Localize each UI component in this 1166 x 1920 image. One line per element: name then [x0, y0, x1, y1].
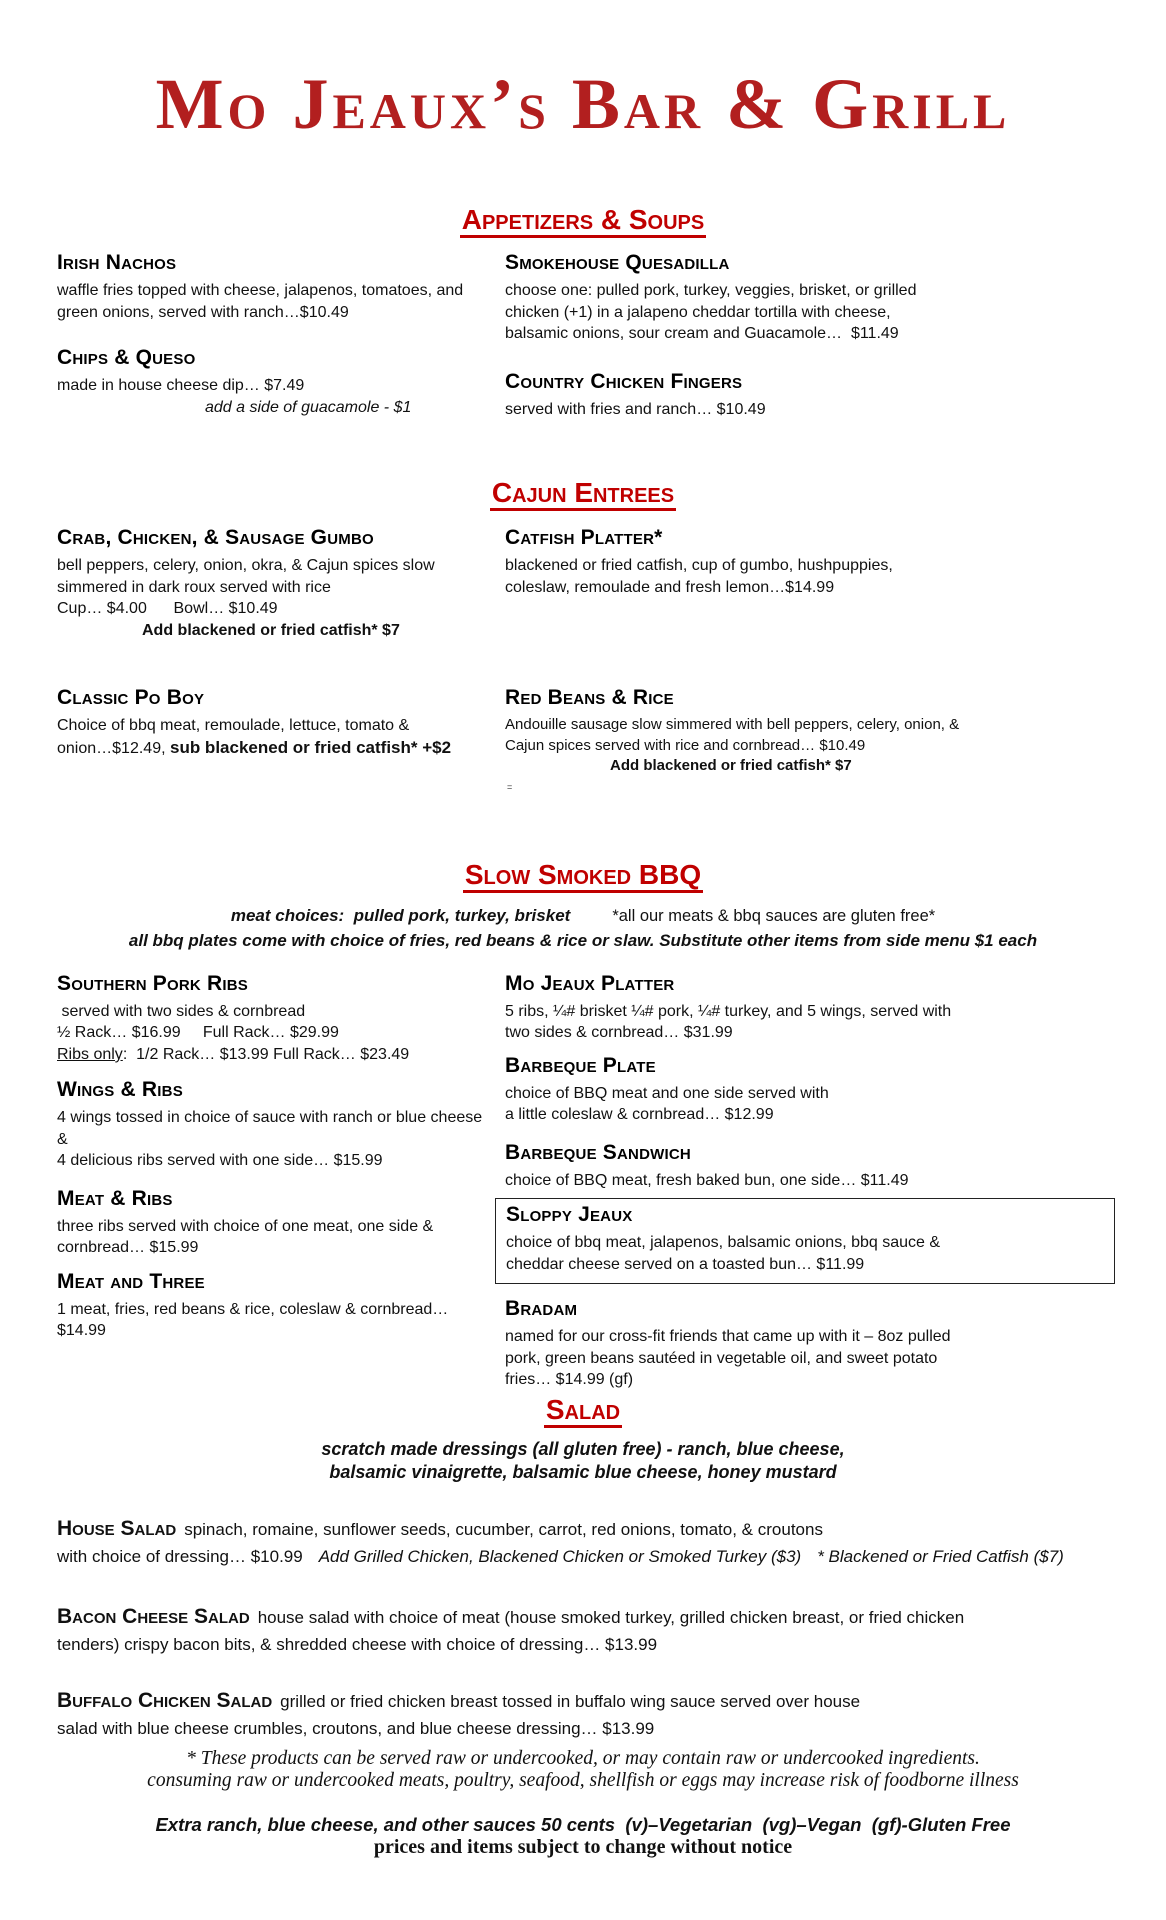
menu-item-house-salad — [57, 1518, 1116, 1568]
item-desc-line: choice of BBQ meat and one side served with — [505, 1084, 829, 1102]
section-appetizers — [0, 205, 1166, 420]
item-name: Country Chicken Fingers — [505, 369, 743, 393]
bbq-meat-choices: meat choices: pulled pork, turkey, brisket — [230, 906, 571, 926]
item-desc-line: two sides & cornbread… $31.99 — [505, 1024, 733, 1042]
item-desc-line: choice of BBQ meat, fresh baked bun, one side… $11.49 — [505, 1171, 909, 1189]
ribs-only-label: Ribs only — [57, 1045, 123, 1063]
section-heading-bbq-text: Slow Smoked BBQ — [463, 860, 703, 893]
item-name: Buffalo Chicken Salad — [57, 1689, 273, 1713]
menu-item-chips-queso — [57, 345, 487, 418]
menu-item-barbeque-sandwich — [505, 1140, 1105, 1192]
item-name: Bacon Cheese Salad — [57, 1605, 250, 1629]
raw-undercooked-disclaimer-line2: consuming raw or undercooked meats, poultry, seafood, shellfish or eggs may increase risk of foodborne illness — [147, 1770, 1019, 1792]
item-desc-line: simmered in dark roux served with rice — [57, 578, 331, 596]
item-desc-line: green onions, served with ranch…$10.49 — [57, 303, 349, 321]
item-desc-line: chicken (+1) in a jalapeno cheddar tortilla with cheese, — [505, 303, 891, 321]
item-addon-line: Add blackened or fried catfish* $7 — [142, 621, 400, 639]
menu-item-buffalo-chicken-salad — [57, 1690, 1116, 1740]
item-name: Barbeque Plate — [505, 1053, 656, 1077]
item-name: Irish Nachos — [57, 251, 177, 275]
item-desc-line: bell peppers, celery, onion, okra, & Cajun spices slow — [57, 557, 435, 575]
item-desc-line: 4 wings tossed in choice of sauce with ranch or blue cheese & — [57, 1109, 487, 1148]
item-name: Crab, Chicken, & Sausage Gumbo — [57, 526, 374, 550]
section-heading-appetizers-text: Appetizers & Soups — [460, 205, 707, 238]
item-name: Catfish Platter* — [505, 526, 663, 550]
item-desc-line: made in house cheese dip… $7.49 — [57, 377, 305, 395]
menu-item-country-chicken-fingers — [505, 369, 1105, 421]
desc-segment: onion…$12.49, — [57, 739, 170, 757]
section-heading-salad — [0, 1395, 1166, 1428]
menu-item-irish-nachos — [57, 250, 487, 323]
ribs-only-prices: : 1/2 Rack… $13.99 Full Rack… $23.49 — [122, 1045, 410, 1063]
item-desc-line: choice of bbq meat, jalapenos, balsamic onions, bbq sauce & — [506, 1234, 941, 1252]
item-name: House Salad — [57, 1517, 177, 1541]
item-name: Barbeque Sandwich — [505, 1140, 691, 1164]
desc-segment-bold: sub blackened or fried catfish* +$2 — [169, 737, 452, 757]
item-desc-segment: spinach, romaine, sunflower seeds, cucumber, carrot, red onions, tomato, & croutons — [184, 1520, 823, 1540]
item-desc-line: fries… $14.99 (gf) — [505, 1371, 634, 1389]
item-addon-segment: * Blackened or Fried Catfish ($7) — [817, 1547, 1064, 1567]
item-name: Sloppy Jeaux — [506, 1203, 633, 1227]
menu-item-red-beans-rice — [505, 685, 1105, 792]
item-line — [57, 1518, 1116, 1541]
item-name: Bradam — [505, 1297, 578, 1321]
item-addon-segment: Add Grilled Chicken, Blackened Chicken or Smoked Turkey ($3) — [318, 1547, 802, 1567]
item-line: salad with blue cheese crumbles, croutons, and blue cheese dressing… $13.99 — [57, 1719, 655, 1739]
item-desc-line: served with fries and ranch… $10.49 — [505, 400, 766, 418]
item-desc-line: cheddar cheese served on a toasted bun… $11.99 — [506, 1255, 865, 1273]
item-name: Southern Pork Ribs — [57, 971, 248, 995]
bbq-intro-line1 — [0, 905, 1166, 928]
extra-sauces-legend: Extra ranch, blue cheese, and other sauces 50 cents (v)–Vegetarian (vg)–Vegan (gf)-Gluten Free — [155, 1814, 1011, 1836]
section-cajun-entrees — [0, 478, 1166, 792]
item-name: Chips & Queso — [57, 346, 196, 370]
item-name: Smokehouse Quesadilla — [505, 251, 730, 275]
menu-item-sloppy-jeaux-box — [495, 1198, 1115, 1284]
item-desc-line: Choice of bbq meat, remoulade, lettuce, tomato & — [57, 717, 410, 735]
item-name: Wings & Ribs — [57, 1078, 183, 1102]
item-desc-line: named for our cross-fit friends that came up with it – 8oz pulled — [505, 1328, 951, 1346]
section-heading-bbq — [0, 860, 1166, 893]
item-price-line: Cup… $4.00 Bowl… $10.49 — [57, 600, 278, 618]
item-desc-line: choose one: pulled pork, turkey, veggies, brisket, or grilled — [505, 282, 917, 300]
menu-item-bradam — [505, 1296, 1105, 1391]
item-name: Meat and Three — [57, 1269, 205, 1293]
salad-dressings-line2: balsamic vinaigrette, balsamic blue cheese, honey mustard — [329, 1462, 837, 1483]
item-desc-line: blackened or fried catfish, cup of gumbo, hushpuppies, — [505, 557, 893, 575]
item-addon-line: Add blackened or fried catfish* $7 — [610, 757, 852, 775]
section-heading-cajun-text: Cajun Entrees — [490, 478, 676, 511]
item-desc-line: coleslaw, remoulade and fresh lemon…$14.99 — [505, 578, 835, 596]
section-salad — [0, 1395, 1166, 1859]
item-desc-line: Andouille sausage slow simmered with bell peppers, celery, onion, & — [505, 716, 960, 734]
item-desc-line: cornbread… $15.99 — [57, 1239, 199, 1257]
item-desc-line — [57, 737, 487, 760]
item-line — [57, 1546, 1116, 1568]
menu-item-classic-po-boy — [57, 685, 487, 759]
item-line — [57, 1606, 1116, 1629]
item-line: tenders) crispy bacon bits, & shredded cheese with choice of dressing… $13.99 — [57, 1635, 658, 1655]
prices-subject-to-change-notice: prices and items subject to change without notice — [373, 1836, 793, 1859]
item-desc-segment: grilled or fried chicken breast tossed in buffalo wing sauce served over house — [280, 1692, 861, 1712]
menu-item-mo-jeaux-platter — [505, 971, 1105, 1044]
menu-item-wings-ribs — [57, 1077, 487, 1172]
item-price-segment: with choice of dressing… $10.99 — [57, 1547, 303, 1567]
menu-item-gumbo — [57, 525, 487, 641]
menu-item-bacon-cheese-salad — [57, 1606, 1116, 1656]
item-desc-line: 5 ribs, ¼# brisket ¼# pork, ¼# turkey, and 5 wings, served with — [505, 1002, 952, 1020]
item-desc-line: pork, green beans sautéed in vegetable oil, and sweet potato — [505, 1349, 938, 1367]
item-desc-segment: house salad with choice of meat (house smoked turkey, grilled chicken breast, or fried chicken — [257, 1608, 965, 1628]
item-name: Mo Jeaux Platter — [505, 971, 675, 995]
menu-item-smokehouse-quesadilla — [505, 250, 1105, 345]
item-price-line — [57, 1044, 487, 1066]
item-name: Classic Po Boy — [57, 686, 205, 710]
item-name: Meat & Ribs — [57, 1186, 173, 1210]
item-desc-line: a little coleslaw & cornbread… $12.99 — [505, 1106, 774, 1124]
menu-item-southern-pork-ribs — [57, 971, 487, 1066]
section-heading-appetizers — [0, 205, 1166, 238]
stray-equals-mark: = — [507, 781, 513, 792]
menu-item-catfish-platter — [505, 525, 1105, 598]
raw-undercooked-disclaimer-line1: * These products can be served raw or undercooked, or may contain raw or undercooked ingredients. — [186, 1748, 980, 1770]
item-desc-line: balsamic onions, sour cream and Guacamole… $11.49 — [505, 325, 899, 343]
section-heading-cajun — [0, 478, 1166, 511]
menu-item-meat-and-three — [57, 1269, 487, 1342]
salad-dressings-line1: scratch made dressings (all gluten free) - ranch, blue cheese, — [321, 1439, 845, 1460]
bbq-gluten-note: *all our meats & bbq sauces are gluten free* — [612, 907, 936, 926]
bbq-intro-line2: all bbq plates come with choice of fries, red beans & rice or slaw. Substitute other items from side menu $1 each — [128, 930, 1038, 950]
item-desc-line: waffle fries topped with cheese, jalapenos, tomatoes, and — [57, 282, 464, 300]
item-desc-line: three ribs served with choice of one meat, one side & — [57, 1217, 434, 1235]
item-desc-line: 4 delicious ribs served with one side… $15.99 — [57, 1152, 383, 1170]
menu-item-barbeque-plate — [505, 1053, 1105, 1126]
item-line — [57, 1690, 1116, 1713]
item-desc-line: Cajun spices served with rice and cornbread… $10.49 — [505, 736, 866, 754]
restaurant-title: Mo Jeaux’s Bar & Grill — [155, 64, 1011, 144]
section-heading-salad-text: Salad — [544, 1395, 622, 1428]
item-name: Red Beans & Rice — [505, 686, 674, 710]
item-desc-line: 1 meat, fries, red beans & rice, coleslaw & cornbread… $14.99 — [57, 1300, 453, 1340]
menu-item-meat-ribs — [57, 1186, 487, 1259]
item-price-line: ½ Rack… $16.99 Full Rack… $29.99 — [57, 1024, 339, 1042]
item-desc-line: served with two sides & cornbread — [57, 1002, 306, 1020]
item-addon-line: add a side of guacamole - $1 — [205, 398, 412, 416]
section-slow-smoked-bbq — [0, 860, 1166, 1391]
